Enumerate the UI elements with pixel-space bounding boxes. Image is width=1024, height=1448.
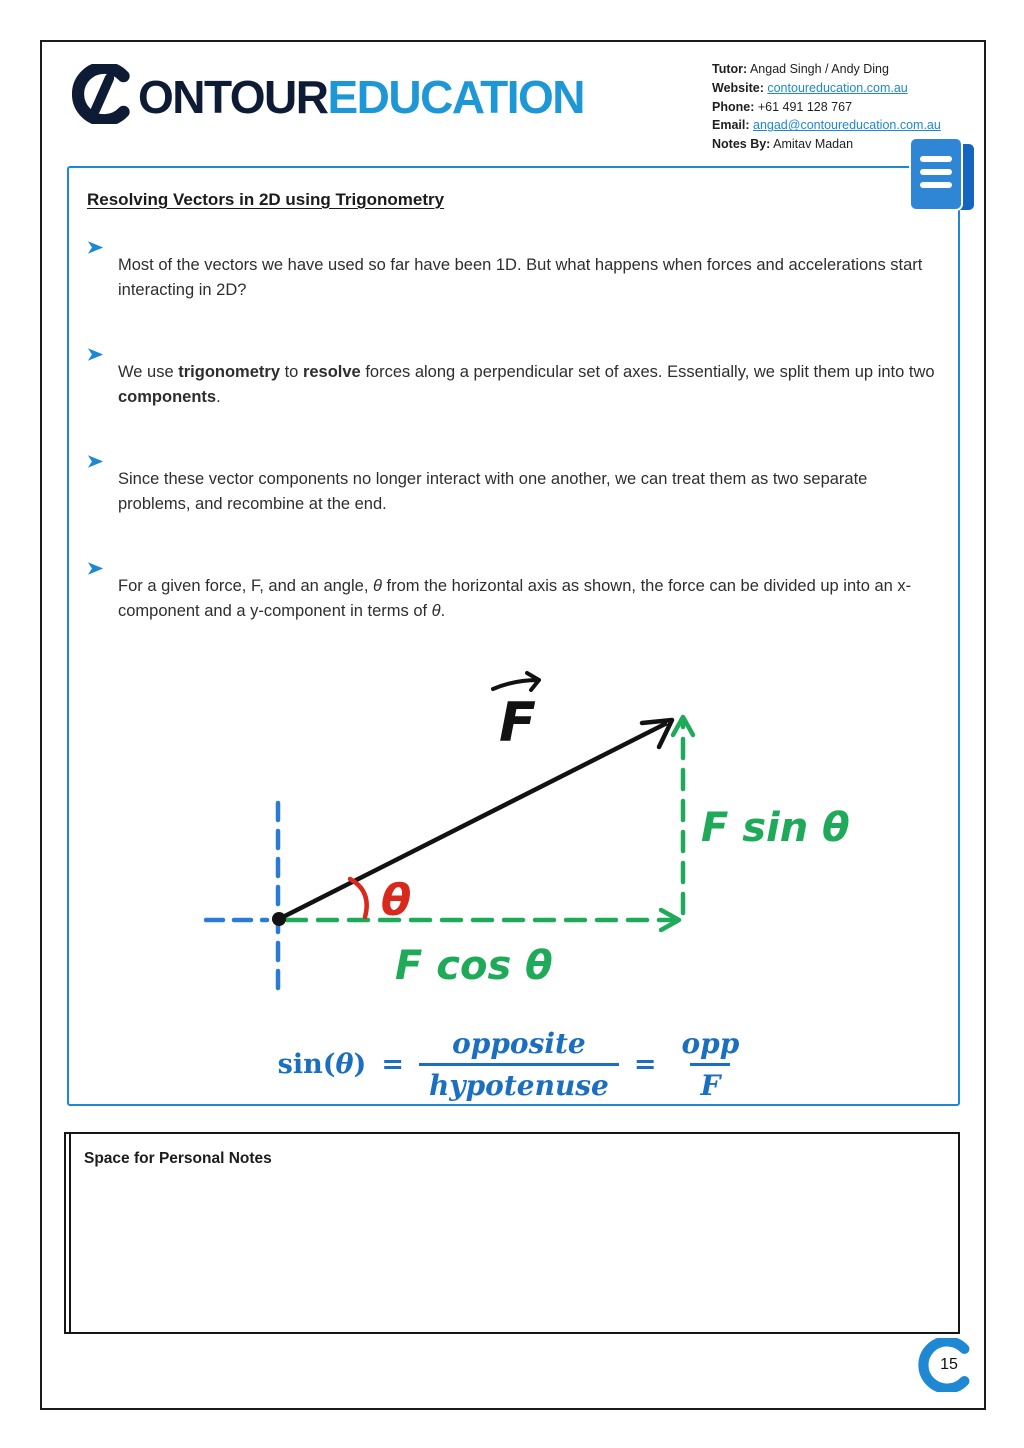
logo-c-icon: [72, 64, 132, 129]
vector-label-arrow: [493, 673, 539, 690]
vector-diagram: [173, 665, 863, 1021]
fraction: [672, 1027, 750, 1103]
logo-wordmark: [138, 70, 585, 123]
bullet-text: For a given force, F, and an angle, θ from the horizontal axis as shown, the force can be divided up into an x-component and a y-component in terms of θ.: [118, 576, 912, 621]
numerator: opp: [681, 1026, 740, 1060]
bullet-arrow-icon: [87, 347, 105, 362]
x-component-label: F cos θ: [395, 942, 553, 989]
equals-sign: =: [381, 1049, 404, 1081]
numerator: opposite: [452, 1026, 586, 1060]
angle-arc: [350, 879, 367, 917]
force-vector-line: [279, 723, 667, 919]
page-title: Resolving Vectors in 2D using Trigonometry: [87, 190, 445, 209]
fraction: [419, 1027, 619, 1103]
sin-function-name: sin: [277, 1049, 323, 1081]
email-row: [712, 116, 974, 135]
tutor-label: Tutor:: [712, 62, 748, 76]
formula-sin: [87, 1027, 940, 1103]
logo: [72, 64, 584, 129]
paren-close: ): [353, 1049, 367, 1081]
paren-open: (: [322, 1049, 336, 1081]
bullet-arrow-icon: [87, 454, 105, 469]
bullet-arrow-icon: [87, 561, 105, 576]
equals-sign: =: [633, 1049, 657, 1081]
angle-label: θ: [381, 874, 412, 926]
notes-document-icon: [904, 136, 978, 221]
origin-dot: [272, 912, 286, 926]
logo-text-dark: ONTOUR: [138, 70, 328, 123]
tutor-value: Angad Singh / Andy Ding: [749, 62, 889, 76]
page-number: 15: [940, 1356, 958, 1373]
tutor-row: [712, 60, 974, 79]
y-component-label: F sin θ: [701, 804, 850, 851]
website-link[interactable]: contoureducation.com.au: [767, 80, 908, 95]
page-frame: [40, 40, 986, 1410]
phone-label: Phone:: [712, 99, 755, 114]
theta-arg: θ: [335, 1049, 354, 1081]
website-row: [712, 79, 974, 98]
bullet-item: [87, 343, 940, 427]
bullet-item: [87, 450, 940, 534]
phone-row: [712, 98, 974, 117]
phone-value: +61 491 128 767: [757, 99, 853, 114]
bullet-text: We use trigonometry to resolve forces along a perpendicular set of axes. Essentially, we split them up into two components.: [118, 362, 935, 407]
website-label: Website:: [712, 80, 764, 95]
email-label: Email:: [712, 118, 750, 133]
denominator: hypotenuse: [419, 1063, 619, 1103]
page-number-badge: [918, 1338, 972, 1392]
bullet-text: Most of the vectors we have used so far have been 1D. But what happens when forces and accelerations start interacting in 2D?: [118, 255, 923, 300]
content-box: [67, 166, 960, 1106]
bullet-arrow-icon: [87, 240, 105, 255]
logo-text-blue: EDUCATION: [327, 70, 585, 123]
personal-notes-box: [64, 1132, 960, 1334]
email-link[interactable]: angad@contoureducation.com.au: [753, 118, 941, 133]
bullet-item: [87, 557, 940, 641]
denominator: F: [690, 1063, 730, 1103]
notes-by-label: Notes By:: [712, 137, 771, 151]
personal-notes-title: Space for Personal Notes: [84, 1150, 272, 1167]
notes-by-value: Amitav Madan: [773, 137, 854, 151]
vector-label: F: [499, 690, 536, 754]
bullet-text: Since these vector components no longer interact with one another, we can treat them as two separate problems, and recombine at the end.: [118, 469, 868, 514]
bullet-item: [87, 236, 940, 320]
